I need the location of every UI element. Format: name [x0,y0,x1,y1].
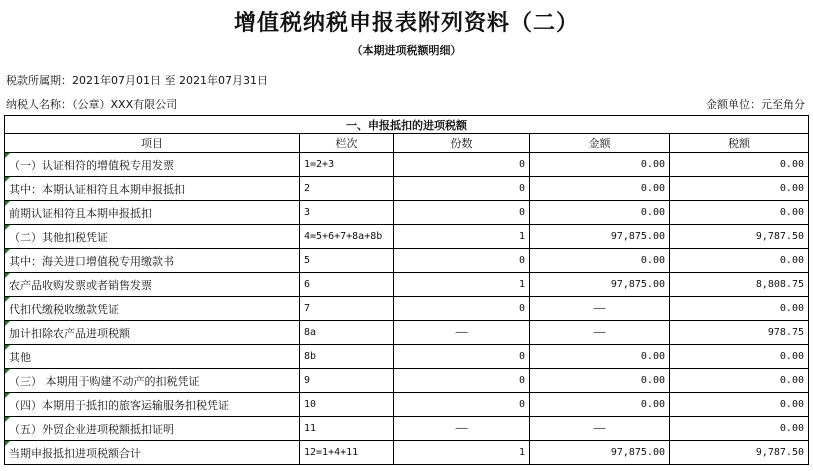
row-amount[interactable]: 97,875.00 [530,441,670,465]
row-amount[interactable]: 97,875.00 [530,225,670,249]
row-count[interactable]: 1 [394,441,530,465]
row-amount[interactable]: 0.00 [530,369,670,393]
row-count[interactable]: 0 [394,345,530,369]
row-tax[interactable]: 0.00 [670,297,809,321]
row-col: 12=1+4+11 [300,441,394,465]
row-count: —— [394,321,530,345]
taxpayer-name: 纳税人名称：（公章）XXX有限公司 [6,98,178,111]
row-tax[interactable]: 0.00 [670,249,809,273]
cell-marker-icon [5,297,10,302]
table-row-total [5,441,809,465]
table-row [5,177,809,201]
row-item: 其他 [5,345,300,369]
table-row [5,201,809,225]
row-tax[interactable]: 0.00 [670,369,809,393]
row-count[interactable]: 0 [394,393,530,417]
row-item: 加计扣除农产品进项税额 [5,321,300,345]
cell-marker-icon [5,345,10,350]
row-col: 4=5+6+7+8a+8b [300,225,394,249]
cell-marker-icon [5,153,10,158]
row-amount: —— [530,321,670,345]
row-col: 9 [300,369,394,393]
header-col: 栏次 [300,134,394,153]
row-tax[interactable]: 0.00 [670,201,809,225]
table-row [5,321,809,345]
row-count: —— [394,417,530,441]
row-col: 6 [300,273,394,297]
row-amount[interactable]: 0.00 [530,153,670,177]
cell-marker-icon [5,177,10,182]
row-count[interactable]: 0 [394,153,530,177]
row-count[interactable]: 0 [394,177,530,201]
row-col: 7 [300,297,394,321]
row-amount: —— [530,417,670,441]
header-count: 份数 [394,134,530,153]
header-tax: 税额 [670,134,809,153]
row-item: 当期申报抵扣进项税额合计 [5,441,300,465]
cell-marker-icon [5,249,10,254]
section-title: 一、申报抵扣的进项税额 [5,116,809,134]
row-col: 8a [300,321,394,345]
row-count[interactable]: 1 [394,225,530,249]
row-item: 农产品收购发票或者销售发票 [5,273,300,297]
row-item: （五）外贸企业进项税额抵扣证明 [5,417,300,441]
cell-marker-icon [5,369,10,374]
row-tax[interactable]: 0.00 [670,345,809,369]
row-count[interactable]: 0 [394,249,530,273]
cell-marker-icon [5,225,10,230]
row-col: 10 [300,393,394,417]
amount-unit: 金额单位：元至角分 [706,98,805,111]
table-row [5,369,809,393]
form-subtitle: （本期进项税额明细） [351,44,462,57]
row-amount[interactable]: 0.00 [530,249,670,273]
row-amount[interactable]: 0.00 [530,177,670,201]
row-tax[interactable]: 9,787.50 [670,225,809,249]
table-row [5,393,809,417]
row-item: （四）本期用于抵扣的旅客运输服务扣税凭证 [5,393,300,417]
table-row [5,153,809,177]
row-col: 2 [300,177,394,201]
tax-period: 税款所属期：2021年07月01日 至 2021年07月31日 [6,74,268,87]
cell-marker-icon [5,201,10,206]
row-col: 8b [300,345,394,369]
row-item: 前期认证相符且本期申报抵扣 [5,201,300,225]
form-title: 增值税纳税申报表附列资料（二） [233,10,579,36]
row-amount[interactable]: 0.00 [530,201,670,225]
row-item: 代扣代缴税收缴款凭证 [5,297,300,321]
row-item: （三） 本期用于购建不动产的扣税凭证 [5,369,300,393]
row-tax[interactable]: 978.75 [670,321,809,345]
row-tax[interactable]: 0.00 [670,153,809,177]
row-tax[interactable]: 0.00 [670,417,809,441]
row-item: 其中：本期认证相符且本期申报抵扣 [5,177,300,201]
table-row [5,345,809,369]
header-amount: 金额 [530,134,670,153]
table-row [5,249,809,273]
table-row [5,273,809,297]
cell-marker-icon [5,393,10,398]
table-row [5,297,809,321]
row-amount[interactable]: 0.00 [530,393,670,417]
row-amount[interactable]: 0.00 [530,345,670,369]
row-item: （一）认证相符的增值税专用发票 [5,153,300,177]
cell-marker-icon [5,321,10,326]
row-tax[interactable]: 8,808.75 [670,273,809,297]
row-count[interactable]: 0 [394,201,530,225]
cell-marker-icon [5,441,10,446]
cell-marker-icon [5,273,10,278]
table-row [5,225,809,249]
row-count[interactable]: 1 [394,273,530,297]
row-tax[interactable]: 0.00 [670,177,809,201]
row-item: 其中：海关进口增值税专用缴款书 [5,249,300,273]
row-amount[interactable]: 97,875.00 [530,273,670,297]
row-col: 1=2+3 [300,153,394,177]
row-count[interactable]: 0 [394,297,530,321]
section-header-row [5,116,809,134]
cell-marker-icon [5,417,10,422]
row-tax[interactable]: 0.00 [670,393,809,417]
row-tax[interactable]: 9,787.50 [670,441,809,465]
row-item: （二）其他扣税凭证 [5,225,300,249]
row-col: 3 [300,201,394,225]
input-tax-table [4,115,809,465]
table-row [5,417,809,441]
row-col: 11 [300,417,394,441]
row-amount: —— [530,297,670,321]
row-count[interactable]: 0 [394,369,530,393]
row-col: 5 [300,249,394,273]
column-header-row [5,134,809,153]
header-item: 项目 [5,134,300,153]
